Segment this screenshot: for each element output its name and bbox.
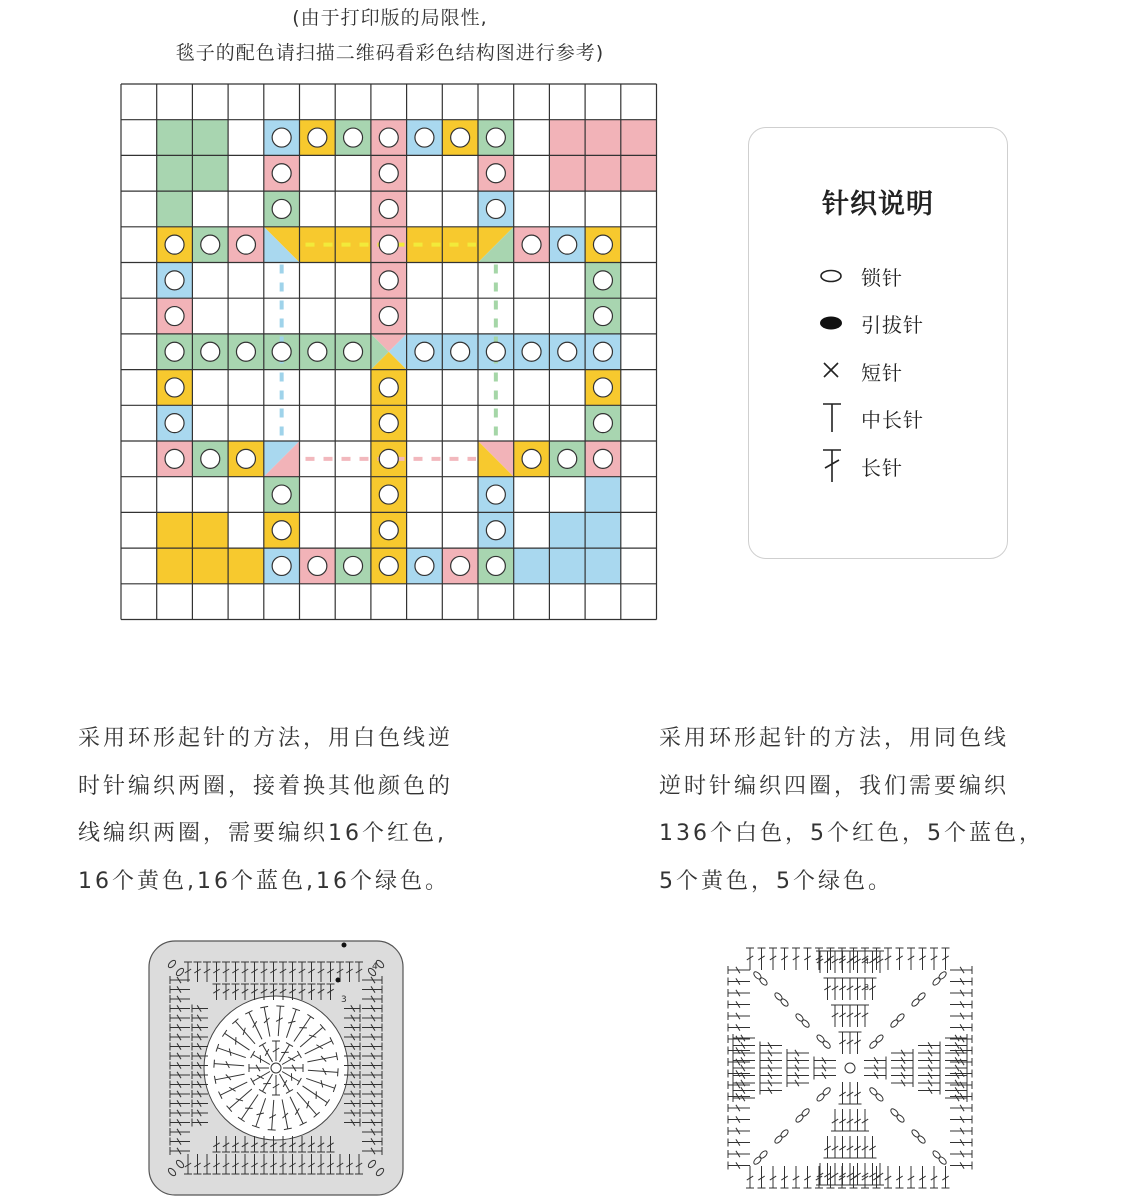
granny-cluster-stitch: [787, 1049, 809, 1057]
grid-circle: [593, 414, 612, 433]
edge-stitch: [758, 948, 766, 970]
grid-circle: [272, 521, 291, 540]
granny-cluster-stitch: [891, 1057, 913, 1065]
granny-cluster-stitch: [787, 1064, 809, 1072]
grid-svg: [120, 83, 658, 621]
granny-cluster-stitch: [839, 1032, 847, 1054]
edge-stitch: [804, 1166, 812, 1188]
edge-stitch: [728, 978, 750, 986]
granny-cluster-stitch: [869, 1136, 877, 1158]
grid-cell: [157, 120, 193, 156]
corner-chain: [874, 1034, 884, 1044]
grid-circle: [272, 556, 291, 575]
crochet-chart-square-center: [720, 940, 980, 1200]
grid-circle: [593, 307, 612, 326]
granny-cluster-stitch: [891, 1049, 913, 1057]
granny-cluster-stitch: [831, 1109, 839, 1131]
edge-stitch: [930, 1166, 938, 1188]
granny-cluster-stitch: [891, 1079, 913, 1087]
double-crochet-icon: [819, 450, 861, 482]
slip-stitch-icon: [819, 307, 861, 339]
instruction-line: 136个白色，5个红色，5个蓝色，: [659, 821, 1044, 846]
corner-chain: [780, 1129, 790, 1139]
slip-stitch-dot: [336, 978, 341, 983]
corner-chain: [874, 1092, 884, 1102]
legend-label: 长针: [861, 455, 903, 480]
edge-stitch: [746, 1166, 754, 1188]
instruction-line: 16个黄色,16个蓝色,16个绿色。: [78, 868, 450, 894]
legend-label: 短针: [861, 360, 903, 385]
grid-circle: [522, 449, 541, 468]
crochet-chart-round-center: [148, 940, 404, 1200]
granny-cluster-stitch: [733, 1094, 755, 1102]
grid-circle: [451, 128, 470, 147]
corner-chain: [774, 1135, 784, 1145]
corner-chain: [932, 976, 942, 986]
granny-cluster-stitch: [831, 1005, 839, 1027]
granny-cluster-stitch: [945, 1094, 967, 1102]
half-double-crochet-icon: [819, 402, 861, 434]
edge-stitch: [804, 948, 812, 970]
granny-cluster-stitch: [846, 1032, 854, 1054]
edge-stitch: [728, 1104, 750, 1112]
grid-cell: [549, 120, 585, 156]
edge-stitch: [950, 1104, 972, 1112]
edge-stitch: [728, 1127, 750, 1135]
granny-cluster-stitch: [891, 1072, 913, 1080]
grid-circle: [308, 128, 327, 147]
corner-chain: [917, 992, 927, 1002]
grid-circle: [201, 449, 220, 468]
edge-stitch: [950, 1093, 972, 1101]
granny-cluster-stitch: [814, 1064, 836, 1072]
granny-cluster-stitch: [733, 1034, 755, 1042]
granny-cluster-stitch: [760, 1057, 782, 1065]
grid-cell: [585, 155, 621, 191]
granny-cluster-stitch: [945, 1057, 967, 1065]
grid-circle: [379, 199, 398, 218]
grid-circle: [379, 414, 398, 433]
edge-stitch: [950, 1012, 972, 1020]
edge-stitch: [896, 1166, 904, 1188]
corner-chain: [868, 1086, 878, 1096]
grid-cell: [192, 548, 228, 584]
grid-cell: [192, 512, 228, 548]
grid-circle: [415, 128, 434, 147]
grid-cell: [585, 548, 621, 584]
edge-stitch: [950, 966, 972, 974]
grid-circle: [165, 449, 184, 468]
granny-cluster-stitch: [846, 1082, 854, 1104]
grid-circle: [486, 164, 505, 183]
edge-stitch: [728, 966, 750, 974]
grid-circle: [415, 556, 434, 575]
granny-cluster-stitch: [760, 1049, 782, 1057]
grid-cell: [157, 155, 193, 191]
corner-chain: [890, 1019, 900, 1029]
legend-item-double-crochet: [819, 450, 903, 482]
edge-stitch: [950, 1162, 972, 1170]
legend-item-half-double-crochet: [819, 402, 924, 434]
granny-cluster-stitch: [869, 978, 877, 1000]
corner-chain: [938, 970, 948, 980]
grid-circle: [344, 128, 363, 147]
corner-chain: [822, 1040, 832, 1050]
edge-stitch: [930, 948, 938, 970]
edge-stitch: [728, 1150, 750, 1158]
grid-circle: [236, 449, 255, 468]
crochet-chart-right-svg: [720, 940, 980, 1196]
grid-circle: [415, 342, 434, 361]
edge-stitch: [950, 1081, 972, 1089]
granny-cluster-stitch: [846, 1109, 854, 1131]
corner-chain: [890, 1108, 900, 1118]
grid-circle: [522, 235, 541, 254]
granny-cluster-stitch: [861, 1109, 869, 1131]
granny-cluster-stitch: [824, 978, 832, 1000]
grid-cell: [621, 155, 657, 191]
edge-stitch: [942, 948, 950, 970]
grid-circle: [593, 235, 612, 254]
corner-chain: [822, 1086, 832, 1096]
edge-stitch: [907, 1166, 915, 1188]
grid-circle: [379, 307, 398, 326]
granny-cluster-stitch: [831, 951, 839, 973]
edge-stitch: [746, 948, 754, 970]
grid-cell: [585, 512, 621, 548]
grid-cell: [585, 477, 621, 513]
granny-cluster-stitch: [831, 1163, 839, 1185]
edge-stitch: [950, 1139, 972, 1147]
granny-cluster-stitch: [876, 1163, 884, 1185]
legend-title: 针织说明: [822, 189, 934, 220]
granny-cluster-stitch: [891, 1064, 913, 1072]
grid-circle: [379, 128, 398, 147]
granny-cluster-stitch: [918, 1057, 940, 1065]
grid-cell: [228, 548, 264, 584]
granny-cluster-stitch: [869, 951, 877, 973]
grid-circle: [486, 199, 505, 218]
grid-circle: [236, 342, 255, 361]
edge-stitch: [769, 948, 777, 970]
edge-stitch: [781, 948, 789, 970]
granny-cluster-stitch: [839, 978, 847, 1000]
grid-circle: [344, 556, 363, 575]
granny-cluster-stitch: [787, 1057, 809, 1065]
grid-circle: [379, 449, 398, 468]
header-note-line-2: 毯子的配色请扫描二维码看彩色结构图进行参考): [175, 42, 605, 64]
grid-circle: [165, 235, 184, 254]
granny-cluster-stitch: [918, 1049, 940, 1057]
corner-chain: [774, 992, 784, 1002]
grid-circle: [165, 342, 184, 361]
granny-cluster-stitch: [787, 1079, 809, 1087]
corner-chain: [917, 1135, 927, 1145]
grid-cell: [192, 120, 228, 156]
grid-cell: [585, 120, 621, 156]
grid-circle: [379, 485, 398, 504]
legend-label: 锁针: [861, 265, 903, 290]
granny-cluster-stitch: [846, 1163, 854, 1185]
granny-cluster-stitch: [733, 1072, 755, 1080]
granny-cluster-stitch: [839, 1082, 847, 1104]
edge-stitch: [919, 1166, 927, 1188]
instruction-line: 逆时针编织四圈，我们需要编织: [659, 773, 1010, 799]
grid-circle: [379, 556, 398, 575]
corner-chain: [752, 1156, 762, 1166]
granny-cluster-stitch: [760, 1087, 782, 1095]
granny-cluster-stitch: [733, 1057, 755, 1065]
granny-cluster-stitch: [760, 1042, 782, 1050]
instructions-right: [659, 715, 1099, 905]
edge-stitch: [907, 948, 915, 970]
granny-cluster-stitch: [945, 1042, 967, 1050]
grid-circle: [593, 449, 612, 468]
grid-circle: [272, 485, 291, 504]
edge-stitch: [950, 1150, 972, 1158]
granny-cluster-stitch: [839, 1005, 847, 1027]
granny-cluster-stitch: [839, 1136, 847, 1158]
granny-cluster-stitch: [918, 1087, 940, 1095]
legend-item-slip-stitch: [819, 307, 924, 339]
grid-cell: [192, 155, 228, 191]
instruction-line: 线编织两圈，需要编织16个红色,: [78, 821, 447, 846]
edge-stitch: [942, 1166, 950, 1188]
granny-cluster-stitch: [760, 1079, 782, 1087]
edge-stitch: [950, 1024, 972, 1032]
edge-stitch: [728, 1012, 750, 1020]
edge-stitch: [728, 1035, 750, 1043]
grid-circle: [379, 271, 398, 290]
granny-cluster-stitch: [864, 1057, 886, 1065]
edge-stitch: [728, 1139, 750, 1147]
grid-circle: [236, 235, 255, 254]
granny-cluster-stitch: [816, 1163, 824, 1185]
corner-chain: [801, 1019, 811, 1029]
grid-circle: [272, 128, 291, 147]
grid-circle: [593, 378, 612, 397]
grid-cell: [157, 512, 193, 548]
round-label: 4: [864, 957, 870, 966]
instruction-line: 采用环形起针的方法，用白色线逆: [78, 726, 454, 751]
granny-cluster-stitch: [839, 1109, 847, 1131]
corner-chain: [896, 1013, 906, 1023]
granny-cluster-stitch: [854, 1109, 862, 1131]
granny-cluster-stitch: [760, 1072, 782, 1080]
corner-chain: [816, 1092, 826, 1102]
corner-chain: [896, 1114, 906, 1124]
corner-chain: [816, 1034, 826, 1044]
grid-circle: [201, 342, 220, 361]
grid-circle: [379, 521, 398, 540]
edge-stitch: [728, 1001, 750, 1009]
granny-cluster-stitch: [846, 1005, 854, 1027]
edge-stitch: [792, 1166, 800, 1188]
granny-cluster-stitch: [824, 1136, 832, 1158]
edge-stitch: [919, 948, 927, 970]
grid-circle: [558, 235, 577, 254]
granny-cluster-stitch: [918, 1064, 940, 1072]
single-crochet-icon: [819, 355, 861, 387]
granny-cluster-stitch: [760, 1064, 782, 1072]
instruction-line: 5个黄色，5个绿色。: [659, 868, 893, 894]
grid-circle: [593, 271, 612, 290]
edge-stitch: [758, 1166, 766, 1188]
granny-cluster-stitch: [846, 978, 854, 1000]
grid-circle: [451, 556, 470, 575]
edge-stitch: [728, 1058, 750, 1066]
granny-cluster-stitch: [945, 1079, 967, 1087]
granny-cluster-stitch: [831, 978, 839, 1000]
edge-stitch: [950, 1035, 972, 1043]
chart-inner-circle: [204, 996, 348, 1140]
corner-chain: [795, 1013, 805, 1023]
corner-chain: [911, 998, 921, 1008]
legend-label: 引拔针: [861, 312, 924, 337]
edge-stitch: [728, 1093, 750, 1101]
corner-chain: [795, 1114, 805, 1124]
chain-icon: [819, 260, 861, 292]
granny-cluster-stitch: [814, 1057, 836, 1065]
granny-cluster-stitch: [854, 1136, 862, 1158]
instruction-line: 采用环形起针的方法，用同色线: [659, 726, 1010, 751]
granny-cluster-stitch: [831, 1136, 839, 1158]
grid-circle: [486, 556, 505, 575]
granny-cluster-stitch: [861, 1136, 869, 1158]
grid-circle: [379, 378, 398, 397]
edge-stitch: [728, 1024, 750, 1032]
corner-chain: [801, 1108, 811, 1118]
grid-circle: [272, 199, 291, 218]
granny-cluster-stitch: [854, 1032, 862, 1054]
granny-cluster-stitch: [854, 1082, 862, 1104]
granny-cluster-stitch: [854, 951, 862, 973]
granny-cluster-stitch: [918, 1079, 940, 1087]
edge-stitch: [950, 1001, 972, 1009]
corner-chain: [911, 1129, 921, 1139]
grid-cell: [157, 191, 193, 227]
granny-cluster-stitch: [816, 951, 824, 973]
round-label: 3: [341, 995, 347, 1005]
grid-circle: [165, 307, 184, 326]
granny-cluster-stitch: [814, 1072, 836, 1080]
grid-circle: [451, 342, 470, 361]
edge-stitch: [728, 989, 750, 997]
header-note-line-1: (由于打印版的局限性,: [292, 7, 488, 29]
granny-cluster-stitch: [876, 951, 884, 973]
edge-stitch: [884, 948, 892, 970]
grid-circle: [593, 342, 612, 361]
corner-chain: [932, 1150, 942, 1160]
corner-chain: [780, 998, 790, 1008]
grid-circle: [165, 414, 184, 433]
grid-cell: [549, 155, 585, 191]
granny-cluster-stitch: [861, 1005, 869, 1027]
instruction-line: 时针编织两圈，接着换其他颜色的: [78, 773, 454, 799]
edge-stitch: [950, 1070, 972, 1078]
grid-circle: [272, 164, 291, 183]
granny-cluster-stitch: [854, 1163, 862, 1185]
grid-circle: [379, 235, 398, 254]
grid-circle: [165, 271, 184, 290]
grid-circle: [486, 521, 505, 540]
edge-stitch: [884, 1166, 892, 1188]
crochet-chart-left-svg: [148, 940, 404, 1196]
edge-stitch: [950, 1127, 972, 1135]
edge-stitch: [792, 948, 800, 970]
granny-cluster-stitch: [918, 1072, 940, 1080]
legend-label: 中长针: [861, 407, 924, 432]
instructions-left: [78, 715, 548, 905]
grid-circle: [165, 378, 184, 397]
granny-cluster-stitch: [864, 1072, 886, 1080]
corner-chain: [758, 1150, 768, 1160]
grid-circle: [558, 342, 577, 361]
grid-circle: [272, 342, 291, 361]
round-label: 3: [864, 983, 870, 992]
grid-circle: [344, 342, 363, 361]
corner-chain: [938, 1156, 948, 1166]
round-label: 4: [372, 962, 378, 972]
grid-circle: [486, 342, 505, 361]
corner-chain: [752, 970, 762, 980]
grid-circle: [486, 128, 505, 147]
slip-stitch-dot: [342, 943, 347, 948]
edge-stitch: [896, 948, 904, 970]
grid-circle: [308, 342, 327, 361]
edge-stitch: [728, 1070, 750, 1078]
edge-stitch: [950, 989, 972, 997]
edge-stitch: [950, 1116, 972, 1124]
color-layout-grid: [120, 83, 658, 625]
grid-circle: [558, 449, 577, 468]
corner-chain: [868, 1040, 878, 1050]
granny-cluster-stitch: [846, 951, 854, 973]
granny-cluster-stitch: [854, 1005, 862, 1027]
granny-cluster-stitch: [918, 1042, 940, 1050]
granny-cluster-stitch: [854, 978, 862, 1000]
stitch-legend-panel: [748, 127, 1008, 559]
grid-cell: [549, 548, 585, 584]
magic-ring: [845, 1063, 855, 1073]
edge-stitch: [728, 1081, 750, 1089]
granny-cluster-stitch: [787, 1072, 809, 1080]
granny-cluster-stitch: [864, 1064, 886, 1072]
grid-circle: [201, 235, 220, 254]
edge-stitch: [950, 1058, 972, 1066]
legend-item-chain: [819, 260, 903, 292]
grid-cell: [514, 548, 550, 584]
grid-cell: [621, 120, 657, 156]
granny-cluster-stitch: [846, 1136, 854, 1158]
edge-stitch: [728, 1116, 750, 1124]
edge-stitch: [728, 1162, 750, 1170]
edge-stitch: [781, 1166, 789, 1188]
granny-cluster-stitch: [869, 1163, 877, 1185]
corner-chain: [758, 976, 768, 986]
grid-cell: [549, 512, 585, 548]
grid-circle: [522, 342, 541, 361]
grid-circle: [308, 556, 327, 575]
edge-stitch: [950, 978, 972, 986]
grid-cell: [157, 548, 193, 584]
legend-item-single-crochet: [819, 355, 903, 387]
grid-circle: [379, 164, 398, 183]
edge-stitch: [769, 1166, 777, 1188]
grid-circle: [486, 485, 505, 504]
